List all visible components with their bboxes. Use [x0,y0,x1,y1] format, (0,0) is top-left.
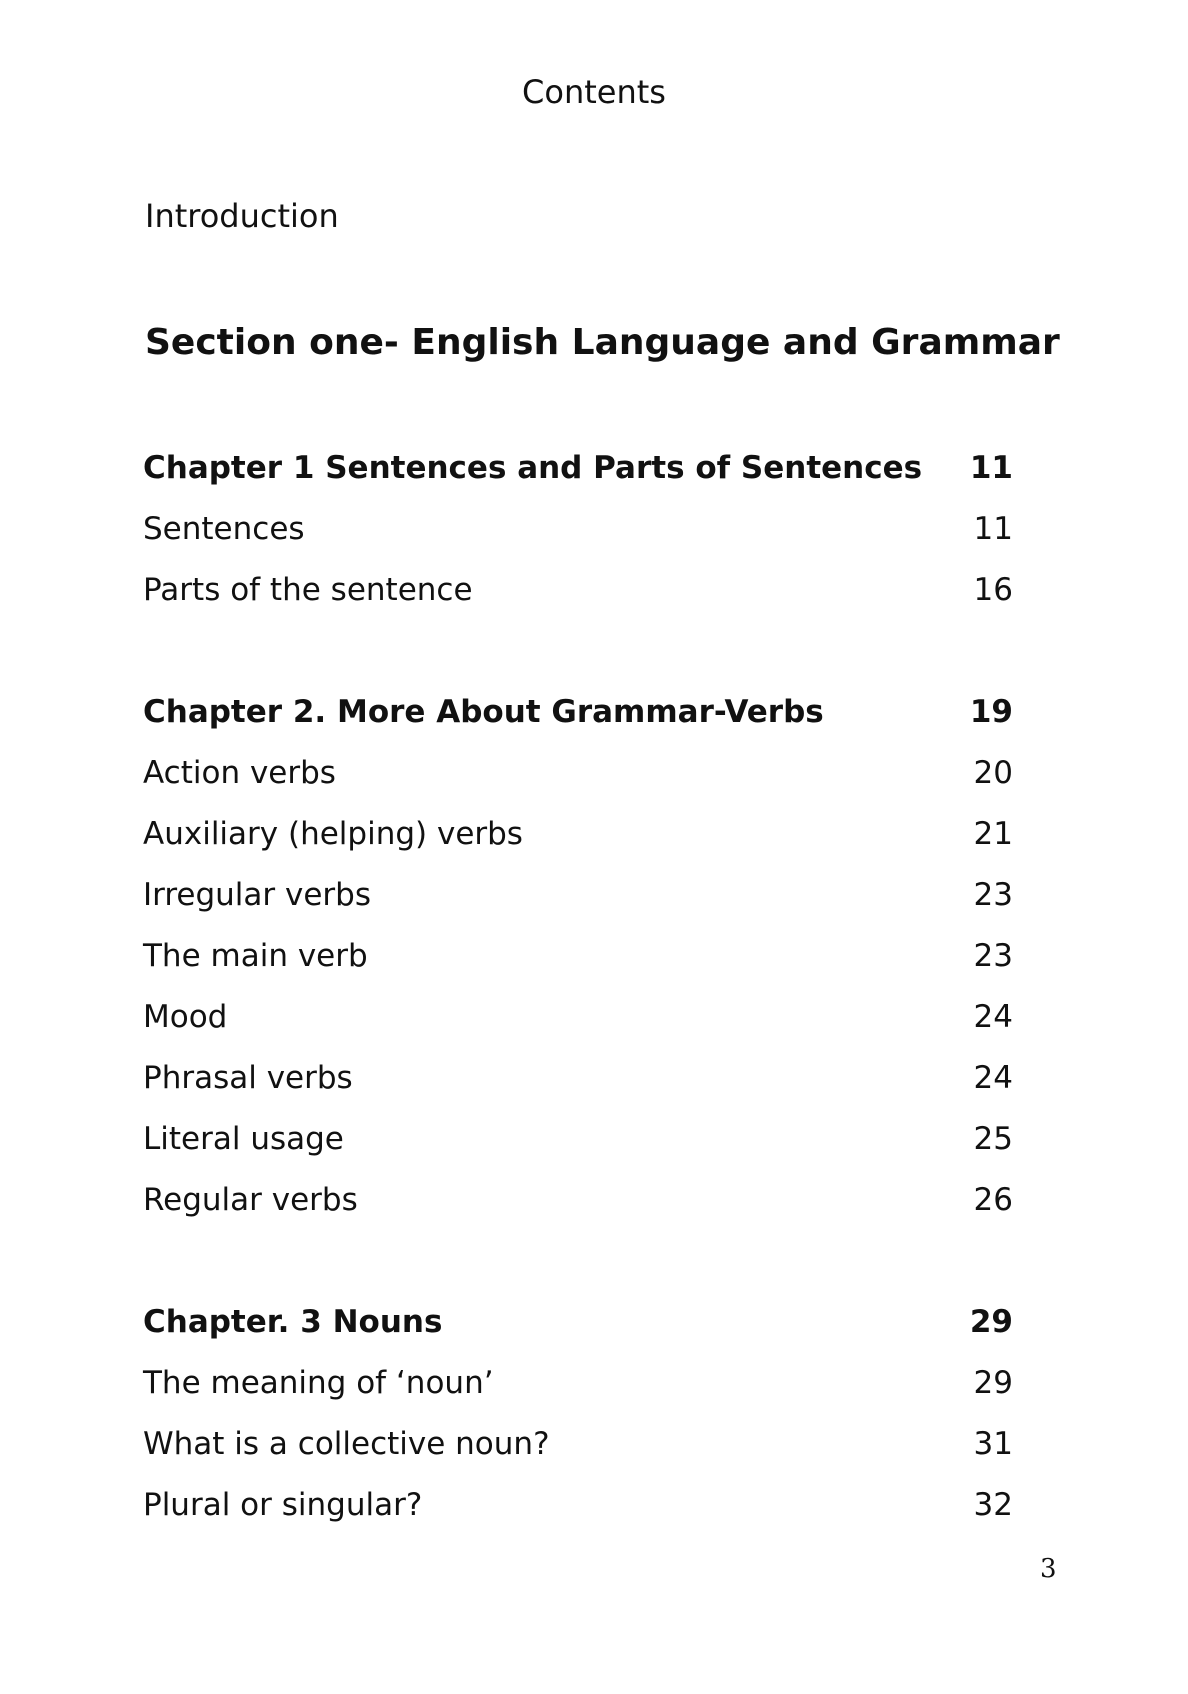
toc-entry-page: 32 [973,1487,1013,1523]
toc-entry [143,751,1013,795]
toc-entry-page: 25 [973,1121,1013,1157]
section-heading: Section one- English Language and Grammar [145,322,1060,363]
chapter-title: Chapter. 3 Nouns [143,1304,443,1340]
toc-entry [143,568,1013,612]
toc-entry-title: Sentences [143,511,305,547]
toc-entry [143,1178,1013,1222]
toc-entry-title: Auxiliary (helping) verbs [143,816,523,852]
toc-entry-page: 21 [973,816,1013,852]
chapter-heading-row [143,446,1013,490]
chapter-heading-row [143,690,1013,734]
toc-entry-title: Literal usage [143,1121,344,1157]
toc-entry-page: 31 [973,1426,1013,1462]
toc-entry [143,507,1013,551]
chapter-page-number: 19 [969,694,1013,730]
page-number: 3 [1040,1554,1057,1584]
toc-entry-page: 24 [973,1060,1013,1096]
toc-entry-page: 24 [973,999,1013,1035]
toc-entry-page: 26 [973,1182,1013,1218]
introduction-entry: Introduction [145,197,339,235]
toc-entry [143,1422,1013,1466]
toc-entry [143,1361,1013,1405]
toc-entry-page: 20 [973,755,1013,791]
chapter-title: Chapter 2. More About Grammar-Verbs [143,694,824,730]
toc-entry-title: What is a collective noun? [143,1426,550,1462]
chapter-page-number: 11 [969,450,1013,486]
chapter-title: Chapter 1 Sentences and Parts of Sentences [143,450,923,486]
toc-entry-page: 23 [973,938,1013,974]
chapter-heading-row [143,1300,1013,1344]
toc-entry [143,812,1013,856]
toc-entry-title: The main verb [143,938,368,974]
toc-entry [143,1117,1013,1161]
toc-entry-title: Parts of the sentence [143,572,473,608]
toc-entry-page: 11 [973,511,1013,547]
page-title: Contents [522,73,666,111]
toc-entry-title: Regular verbs [143,1182,358,1218]
toc-entry-page: 29 [973,1365,1013,1401]
chapter-page-number: 29 [969,1304,1013,1340]
toc-entry-title: Irregular verbs [143,877,372,913]
toc-entry-page: 16 [973,572,1013,608]
toc-entry [143,995,1013,1039]
toc-entry [143,934,1013,978]
toc-entry [143,1483,1013,1527]
toc-entry-title: Action verbs [143,755,336,791]
toc-entry-title: The meaning of ‘noun’ [143,1365,494,1401]
toc-entry-title: Phrasal verbs [143,1060,353,1096]
toc-entry-title: Plural or singular? [143,1487,423,1523]
toc-entry-page: 23 [973,877,1013,913]
toc-entry [143,1056,1013,1100]
toc-entry-title: Mood [143,999,228,1035]
toc-entry [143,873,1013,917]
